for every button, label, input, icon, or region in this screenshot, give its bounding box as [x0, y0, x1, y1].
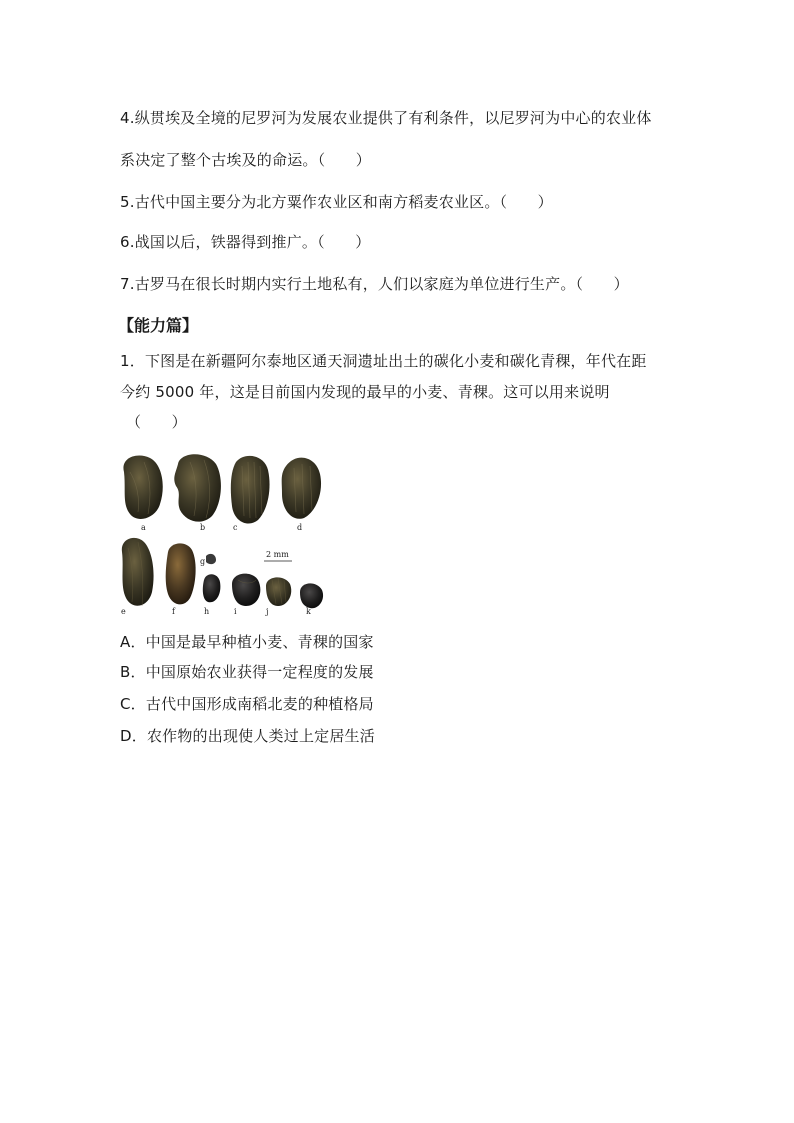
grain-i	[232, 574, 260, 606]
option-d: D．农作物的出现使人类过上定居生活	[120, 727, 375, 745]
label-i: i	[234, 607, 237, 616]
grain-g	[206, 554, 216, 564]
grain-a	[123, 456, 162, 519]
label-a: a	[141, 523, 146, 532]
grain-d	[282, 458, 321, 519]
question-1-line-1: 1．下图是在新疆阿尔泰地区通天洞遗址出土的碳化小麦和碳化青稞，年代在距	[120, 352, 647, 370]
grain-h	[203, 574, 221, 602]
option-b: B．中国原始农业获得一定程度的发展	[120, 663, 374, 681]
label-j: j	[266, 607, 269, 616]
question-1-blank: （ ）	[126, 413, 187, 431]
grain-k	[300, 583, 323, 608]
grain-c	[231, 456, 270, 524]
label-h: h	[204, 607, 210, 616]
question-4-line-1: 4.纵贯埃及全境的尼罗河为发展农业提供了有利条件，以尼罗河为中心的农业体	[120, 109, 652, 127]
question-4-line-2: 系决定了整个古埃及的命运。（ ）	[120, 151, 371, 169]
label-d: d	[297, 523, 303, 532]
question-5: 5.古代中国主要分为北方粟作农业区和南方稻麦农业区。（ ）	[120, 193, 553, 211]
grain-b	[174, 454, 221, 521]
option-c: C．古代中国形成南稻北麦的种植格局	[120, 695, 374, 713]
question-6: 6.战国以后，铁器得到推广。（ ）	[120, 233, 371, 251]
grain-photo	[116, 452, 336, 618]
label-k: k	[306, 607, 311, 616]
question-1-line-2: 今约 5000 年，这是目前国内发现的最早的小麦、青稞。这可以用来说明	[120, 383, 610, 401]
label-f: f	[172, 607, 175, 616]
label-e: e	[121, 607, 126, 616]
label-g: g	[200, 557, 206, 566]
label-c: c	[233, 523, 238, 532]
question-7: 7.古罗马在很长时期内实行土地私有，人们以家庭为单位进行生产。（ ）	[120, 275, 629, 293]
scale-text: 2 mm	[266, 550, 289, 559]
grain-photo-figure	[116, 452, 336, 618]
grain-f	[166, 543, 196, 604]
label-b: b	[200, 523, 206, 532]
grain-e	[122, 538, 154, 606]
section-title: 【能力篇】	[118, 316, 199, 335]
option-a: A．中国是最早种植小麦、青稞的国家	[120, 633, 374, 651]
